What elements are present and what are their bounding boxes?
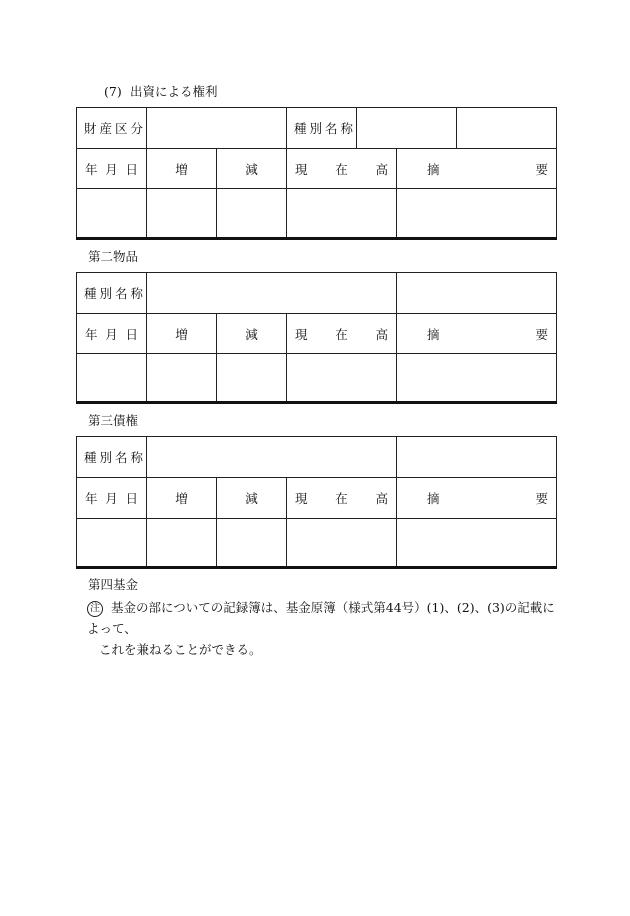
remarks-label-char: 摘 [427, 326, 440, 342]
remarks-cell[interactable] [397, 189, 557, 239]
increase-column-header: 増 [147, 478, 217, 519]
increase-column-header: 増 [147, 314, 217, 354]
decrease-column-header: 減 [217, 478, 287, 519]
header-row-columns [77, 314, 557, 354]
remarks-column-header [397, 149, 557, 189]
type-name-cell[interactable] [147, 273, 397, 314]
property-category-label: 財産区分 [77, 108, 147, 149]
type-name-extra-cell[interactable] [397, 273, 557, 314]
remarks-column-header [397, 478, 557, 519]
month-label: 月 [105, 326, 118, 342]
header-row-category [77, 108, 557, 149]
type-name-cell[interactable] [147, 437, 397, 478]
decrease-cell[interactable] [217, 519, 287, 568]
type-name-label: 種別名称 [77, 273, 147, 314]
section-heading-investment-rights [104, 84, 218, 100]
balance-label-char: 高 [375, 161, 388, 177]
remarks-cell[interactable] [397, 519, 557, 568]
balance-label-char: 在 [335, 491, 348, 506]
date-cell[interactable] [77, 354, 147, 403]
day-label: 日 [125, 161, 138, 177]
note-mark: 注 [87, 601, 103, 617]
balance-label-char: 在 [335, 326, 348, 342]
balance-label-char: 高 [375, 326, 388, 342]
increase-cell[interactable] [147, 189, 217, 239]
decrease-column-header: 減 [217, 314, 287, 354]
year-label: 年 [85, 161, 98, 177]
section-number: (7) [104, 84, 122, 99]
goods-ledger-table [76, 272, 557, 404]
entry-row [77, 519, 557, 568]
remarks-label-char: 摘 [427, 491, 440, 506]
entry-row [77, 354, 557, 403]
footnote-text-1: 基金の部についての記録簿は、基金原簿（様式第44号）(1)、(2)、(3)の記載によって、 [87, 600, 555, 636]
section-title: 出資による権利 [130, 84, 218, 99]
header-row-type [77, 273, 557, 314]
remarks-column-header [397, 314, 557, 354]
date-column-header [77, 314, 147, 354]
date-column-header [77, 478, 147, 519]
section-heading-goods: 第二物品 [88, 249, 139, 264]
entry-row [77, 189, 557, 239]
type-name-label: 種別名称 [77, 437, 147, 478]
remarks-label-char: 要 [535, 326, 548, 342]
increase-cell[interactable] [147, 519, 217, 568]
header-row-columns [77, 149, 557, 189]
type-name-cell[interactable] [357, 108, 457, 149]
balance-label-char: 高 [375, 491, 388, 506]
balance-label-char: 在 [335, 161, 348, 177]
remarks-cell[interactable] [397, 354, 557, 403]
balance-column-header [287, 478, 397, 519]
investment-rights-ledger-table [76, 107, 557, 240]
increase-cell[interactable] [147, 354, 217, 403]
date-column-header [77, 149, 147, 189]
date-cell[interactable] [77, 189, 147, 239]
year-label: 年 [85, 491, 98, 506]
claims-ledger-table [76, 436, 557, 569]
increase-column-header: 増 [147, 149, 217, 189]
remarks-label-char: 要 [535, 161, 548, 177]
date-cell[interactable] [77, 519, 147, 568]
balance-label-char: 現 [295, 326, 308, 342]
remarks-label-char: 摘 [427, 161, 440, 177]
balance-cell[interactable] [287, 354, 397, 403]
day-label: 日 [125, 491, 138, 506]
balance-column-header [287, 314, 397, 354]
balance-cell[interactable] [287, 519, 397, 568]
balance-column-header [287, 149, 397, 189]
property-category-cell[interactable] [147, 108, 287, 149]
remarks-label-char: 要 [535, 491, 548, 506]
decrease-cell[interactable] [217, 354, 287, 403]
header-row-type [77, 437, 557, 478]
day-label: 日 [125, 326, 138, 342]
year-label: 年 [85, 326, 98, 342]
balance-cell[interactable] [287, 189, 397, 239]
type-name-label: 種別名称 [287, 108, 357, 149]
section-heading-fund: 第四基金 [88, 577, 139, 592]
section-heading-claims: 第三債権 [88, 413, 139, 428]
footnote [87, 597, 557, 660]
month-label: 月 [105, 491, 118, 506]
type-name-extra-cell[interactable] [397, 437, 557, 478]
footnote-line-1 [87, 597, 557, 639]
decrease-cell[interactable] [217, 189, 287, 239]
balance-label-char: 現 [295, 491, 308, 506]
header-row-columns [77, 478, 557, 519]
type-name-extra-cell[interactable] [457, 108, 557, 149]
decrease-column-header: 減 [217, 149, 287, 189]
balance-label-char: 現 [295, 161, 308, 177]
month-label: 月 [105, 161, 118, 177]
footnote-text-2: これを兼ねることができる。 [99, 642, 262, 657]
